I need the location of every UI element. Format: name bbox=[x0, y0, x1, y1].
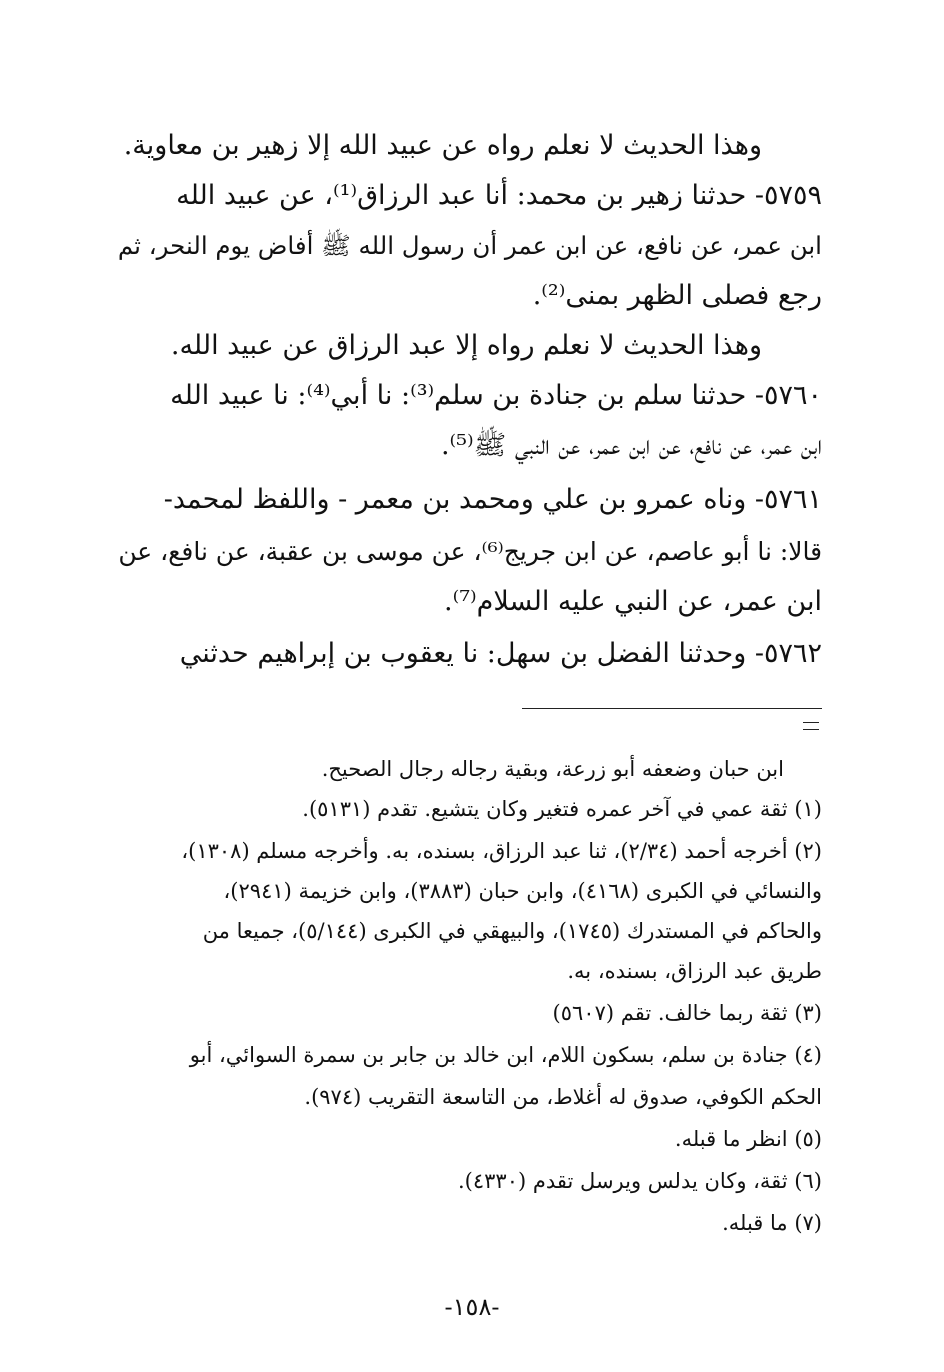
footnote-continuation: ابن حبان وضعفه أبو زرعة، وبقية رجاله رجال الصحيح. bbox=[321, 757, 784, 781]
footnote-separator bbox=[522, 708, 822, 709]
footnote-4-line-2: الحكم الكوفي، صدوق له أغلاط، من التاسعة التقريب (٩٧٤). bbox=[304, 1085, 822, 1109]
body-line-5: وهذا الحديث لا نعلم رواه إلا عبد الرزاق عن عبيد الله. bbox=[170, 330, 762, 361]
body-line-4: رجع فصلى الظهر بمنى⁽²⁾. bbox=[532, 280, 822, 311]
body-line-9: قالا: نا أبو عاصم، عن ابن جريج⁽⁶⁾، عن موسى بن عقبة، عن نافع، عن bbox=[118, 537, 822, 566]
footnote-2-line-3: والحاكم في المستدرك (١٧٤٥)، والبيهقي في الكبرى (٥/١٤٤)، جميعا من bbox=[202, 919, 822, 943]
footnote-2: (٢) أخرجه أحمد (٢/٣٤)، ثنا عبد الرزاق، بسنده، به. وأخرجه مسلم (١٣٠٨)، bbox=[181, 839, 822, 863]
page-number: -١٥٨- bbox=[444, 1293, 500, 1321]
footnote-7: (٧) ما قبله. bbox=[722, 1211, 822, 1235]
hadith-5760-line: ٥٧٦٠- حدثنا سلم بن جنادة بن سلم⁽³⁾: نا أبي⁽⁴⁾: نا عبيد الله bbox=[170, 380, 822, 411]
footnote-2-line-2: والنسائي في الكبرى (٤١٦٨)، وابن حبان (٣٨٨٣)، وابن خزيمة (٢٩٤١)، bbox=[223, 879, 822, 903]
footnote-5: (٥) انظر ما قبله. bbox=[674, 1127, 822, 1151]
hadith-5759-line: ٥٧٥٩- حدثنا زهير بن محمد: أنا عبد الرزاق⁽¹⁾، عن عبيد الله bbox=[176, 180, 822, 211]
body-line-3: ابن عمر، عن نافع، عن ابن عمر أن رسول الله ﷺ أفاض يوم النحر، ثم bbox=[117, 231, 822, 260]
footnote-6: (٦) ثقة، وكان يدلس ويرسل تقدم (٤٣٣٠). bbox=[458, 1169, 822, 1193]
footnote-3: (٣) ثقة ربما خالف. تقم (٥٦٠٧) bbox=[552, 1001, 822, 1025]
hadith-5762-line: ٥٧٦٢- وحدثنا الفضل بن سهل: نا يعقوب بن إبراهيم حدثني bbox=[179, 638, 822, 669]
hadith-5761-line: ٥٧٦١- وناه عمرو بن علي ومحمد بن معمر - واللفظ لمحمد- bbox=[163, 484, 822, 515]
body-line-10: ابن عمر، عن النبي عليه السلام⁽⁷⁾. bbox=[444, 586, 822, 617]
continuation-mark bbox=[803, 722, 819, 730]
footnote-2-line-4: طريق عبد الرزاق، بسنده، به. bbox=[567, 959, 822, 983]
body-line-7: ابن عمر، عن نافع، عن ابن عمر، عن النبي ﷺ⁽⁵⁾. bbox=[440, 430, 822, 461]
body-line-1: وهذا الحديث لا نعلم رواه عن عبيد الله إلا زهير بن معاوية. bbox=[123, 130, 762, 161]
footnote-4: (٤) جنادة بن سلم، بسكون اللام، ابن خالد بن جابر بن سمرة السوائي، أبو bbox=[189, 1043, 822, 1067]
footnote-1: (١) ثقة عمي في آخر عمره فتغير وكان يتشيع. تقدم (٥١٣١). bbox=[302, 797, 822, 821]
